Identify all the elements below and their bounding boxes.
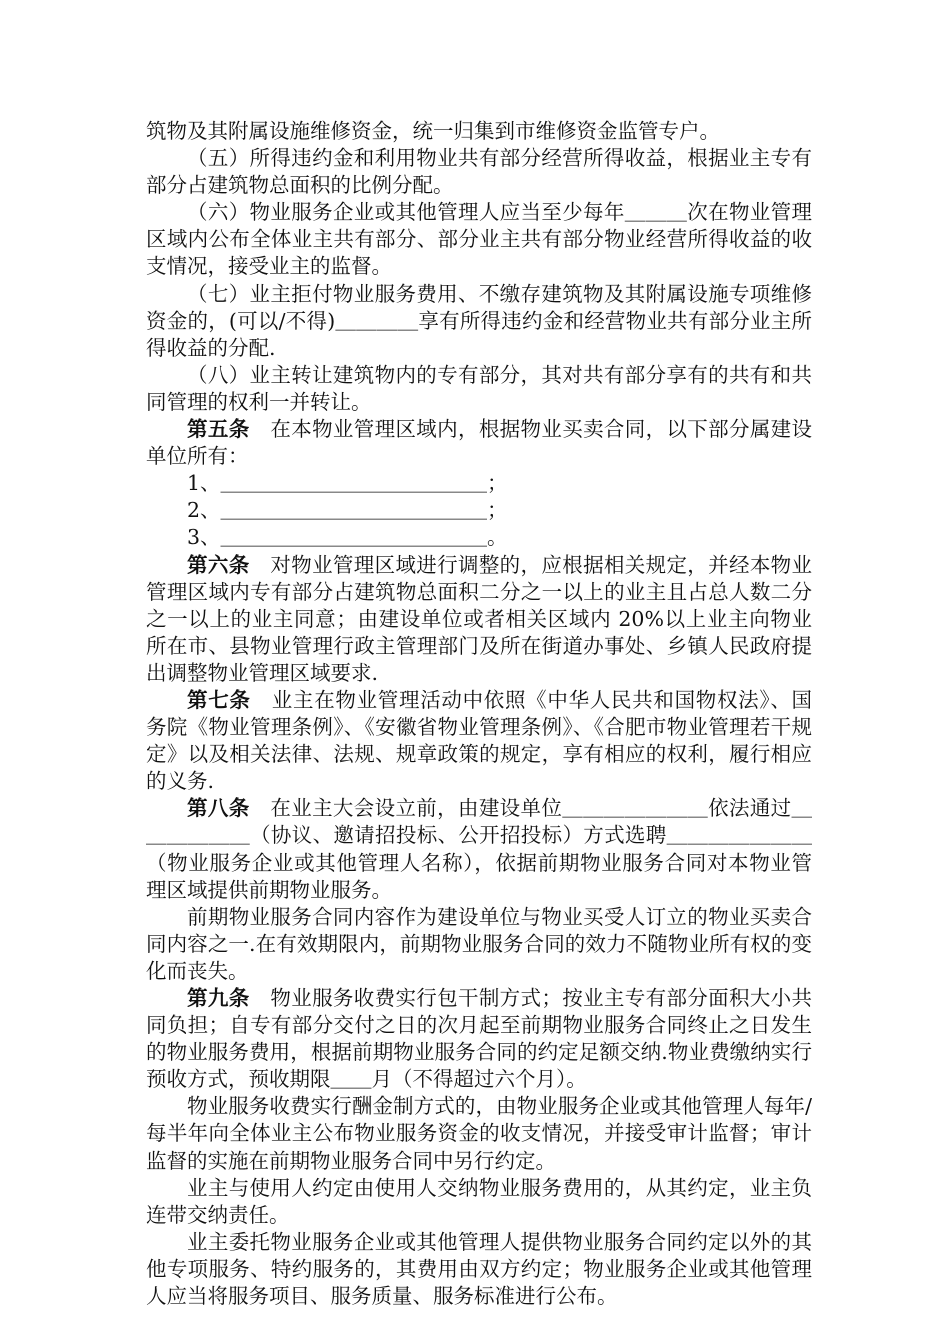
list-item: 1、＿＿＿＿＿＿＿＿＿＿＿＿＿； xyxy=(187,471,508,496)
paragraph: （七）业主拒付物业服务费用、不缴存建筑物及其附属设施专项维修资金的，(可以/不得)＿＿＿＿享有所得违约金和经营物业共有部分业主所得收益的分配. xyxy=(146,281,812,360)
article-8 xyxy=(146,795,812,903)
article-text: 在本物业管理区域内，根据物业买卖合同，以下部分属建设单位所有： xyxy=(146,417,813,469)
article-heading: 第六条 xyxy=(187,552,250,577)
paragraph: 物业服务收费实行酬金制方式的，由物业服务企业或其他管理人每年/每半年向全体业主公布物业服务资金的收支情况，并接受审计监督；审计监督的实施在前期物业服务合同中另行约定。 xyxy=(146,1094,812,1173)
paragraph: （六）物业服务企业或其他管理人应当至少每年＿＿＿次在物业管理区域内公布全体业主共有部分、部分业主共有部分物业经营所得收益的收支情况，接受业主的监督。 xyxy=(146,200,812,279)
paragraph: 筑物及其附属设施维修资金，统一归集到市维修资金监管专户。 xyxy=(146,119,720,143)
paragraph: （五）所得违约金和利用物业共有部分经营所得收益，根据业主专有部分占建筑物总面积的比例分配。 xyxy=(146,146,812,198)
article-text: 对物业管理区域进行调整的，应根据相关规定，并经本物业管理区域内专有部分占建筑物总面积二分之一以上的业主且占总人数二分之一以上的业主同意；由建设单位或者相关区域内 20%以上业主向物业所在市、县物业管理行政主管理部门及所在街道办事处、乡镇人民政府提出调整物业管理区域要求. xyxy=(146,552,813,685)
article-text: 物业服务收费实行包干制方式；按业主专有部分面积大小共同负担；自专有部分交付之日的次月起至前期物业服务合同终止之日发生的物业服务费用，根据前期物业服务合同的约定足额交纳.物业费缴纳实行预收方式，预收期限＿＿月（不得超过六个月）。 xyxy=(146,986,813,1092)
paragraph: 前期物业服务合同内容作为建设单位与物业买受人订立的物业买卖合同内容之一.在有效期限内，前期物业服务合同的效力不随物业所有权的变化而丧失。 xyxy=(146,904,812,983)
list-item: 3、＿＿＿＿＿＿＿＿＿＿＿＿＿。 xyxy=(187,525,508,550)
article-heading: 第七条 xyxy=(187,687,251,712)
list-item: 2、＿＿＿＿＿＿＿＿＿＿＿＿＿； xyxy=(187,498,508,523)
article-heading: 第九条 xyxy=(187,986,250,1010)
article-text: 在业主大会设立前，由建设单位＿＿＿＿＿＿＿依法通过＿＿＿＿＿＿（协议、邀请招投标、公开招投标）方式选聘＿＿＿＿＿＿＿（物业服务企业或其他管理人名称），依据前期物业服务合同对本物业管理区域提供前期物业服务。 xyxy=(146,796,813,902)
article-heading: 第八条 xyxy=(187,796,250,821)
article-9 xyxy=(146,985,812,1093)
paragraph: 业主委托物业服务企业或其他管理人提供物业服务合同约定以外的其他专项服务、特约服务的，其费用由双方约定；物业服务企业或其他管理人应当将服务项目、服务质量、服务标准进行公布。 xyxy=(146,1229,812,1309)
document-body xyxy=(146,118,812,1310)
article-text: 业主在物业管理活动中依照《中华人民共和国物权法》、国务院《物业管理条例》、《安徽省物业管理条例》、《合肥市物业管理若干规定》以及相关法律、法规、规章政策的规定，享有相应的权利，履行相应的义务. xyxy=(146,687,813,794)
article-5 xyxy=(146,416,812,470)
paragraph: （八）业主转让建筑物内的专有部分，其对共有部分享有的共有和共同管理的权利一并转让。 xyxy=(146,362,812,414)
article-7 xyxy=(146,687,812,795)
paragraph: 业主与使用人约定由使用人交纳物业服务费用的，从其约定，业主负连带交纳责任。 xyxy=(146,1175,812,1227)
article-heading: 第五条 xyxy=(187,417,250,442)
article-6 xyxy=(146,552,812,687)
